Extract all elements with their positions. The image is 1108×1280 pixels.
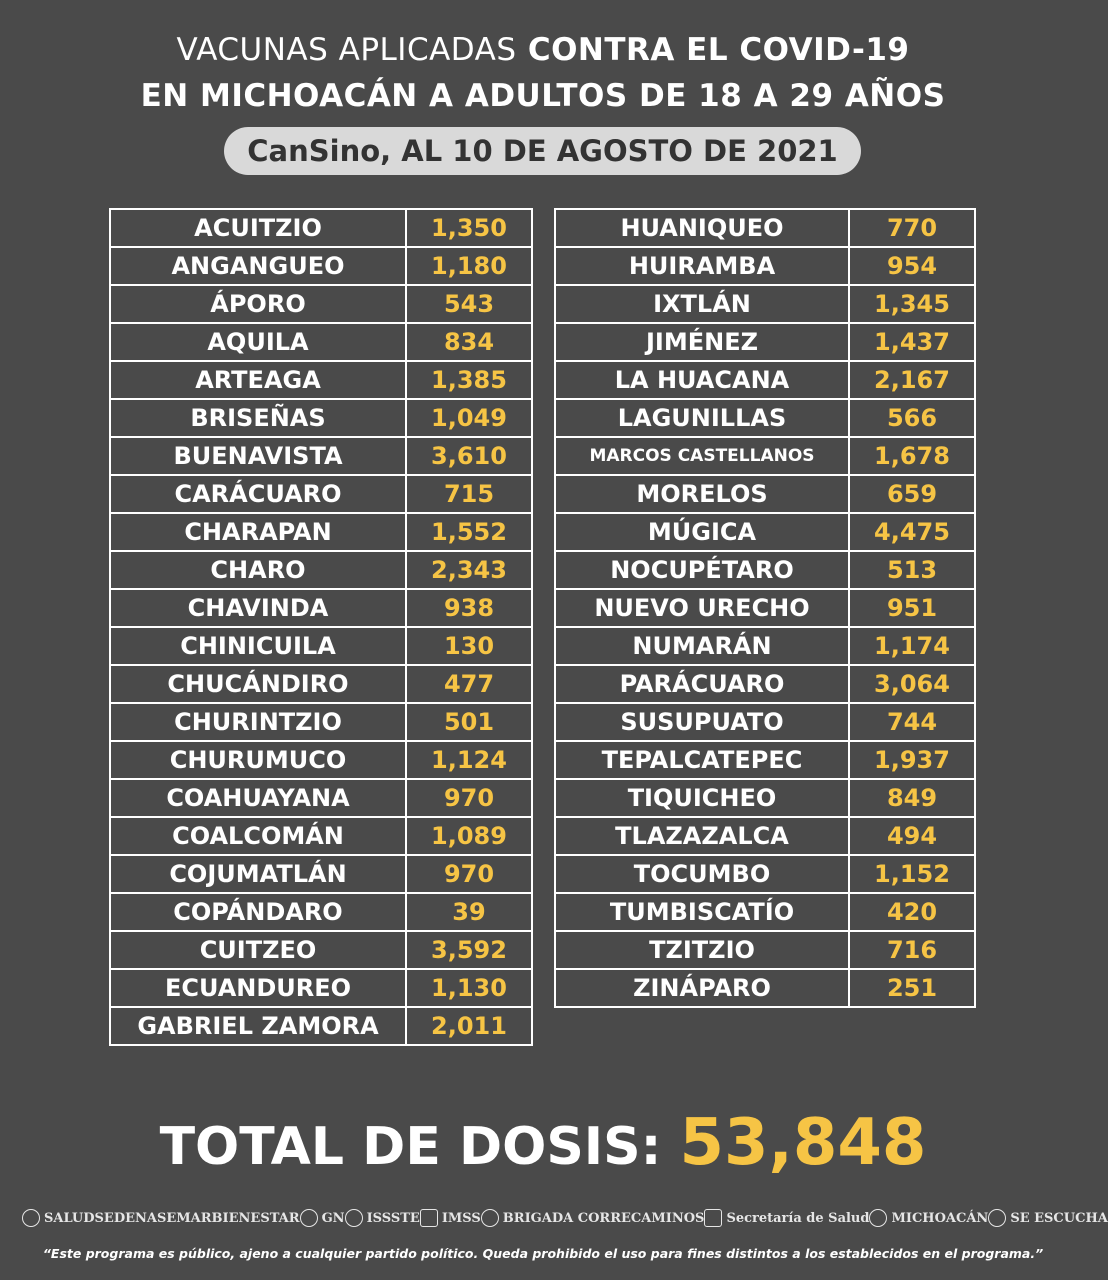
dose-count: 1,180 xyxy=(406,247,532,285)
logo-michoacan xyxy=(869,1209,988,1227)
municipality-name: BUENAVISTA xyxy=(110,437,406,475)
table-row xyxy=(555,361,975,399)
logo-semar-text: SEMAR xyxy=(156,1210,212,1226)
table-row xyxy=(110,437,532,475)
dose-count: 420 xyxy=(849,893,975,931)
municipality-name: PARÁCUARO xyxy=(555,665,849,703)
table-row xyxy=(110,361,532,399)
dose-count: 130 xyxy=(406,627,532,665)
table-row xyxy=(555,475,975,513)
title-line-2: EN MICHOACÁN A ADULTOS DE 18 A 29 AÑOS xyxy=(140,78,946,114)
dose-count: 543 xyxy=(406,285,532,323)
disclaimer-text: “Este programa es público, ajeno a cualquier partido político. Queda prohibido el uso para fines distintos a los establecidos en el programa.” xyxy=(42,1246,1044,1261)
dose-count: 954 xyxy=(849,247,975,285)
title-light-text: VACUNAS APLICADAS xyxy=(176,32,517,68)
table-row xyxy=(110,665,532,703)
dose-count: 1,678 xyxy=(849,437,975,475)
municipality-name: JIMÉNEZ xyxy=(555,323,849,361)
municipality-name: TOCUMBO xyxy=(555,855,849,893)
logo-gn-text: GN xyxy=(321,1210,345,1226)
title-bold-text: CONTRA EL COVID-19 xyxy=(527,32,910,68)
table-row xyxy=(110,285,532,323)
table-row xyxy=(110,855,532,893)
table-row xyxy=(110,779,532,817)
dose-count: 834 xyxy=(406,323,532,361)
dose-count: 501 xyxy=(406,703,532,741)
municipality-name: NOCUPÉTARO xyxy=(555,551,849,589)
logo-se-escucha-text: SE ESCUCHA xyxy=(1010,1210,1108,1226)
municipality-name: BRISEÑAS xyxy=(110,399,406,437)
municipality-name: CHINICUILA xyxy=(110,627,406,665)
table-row xyxy=(110,551,532,589)
logo-secretaria-salud-text: Secretaría de Salud xyxy=(726,1210,870,1226)
logo-correcaminos xyxy=(481,1209,705,1227)
municipality-name: HUIRAMBA xyxy=(555,247,849,285)
table-row xyxy=(555,741,975,779)
municipality-name: COAHUAYANA xyxy=(110,779,406,817)
salud-emblem-icon xyxy=(22,1209,40,1227)
michoacan-flower-icon xyxy=(869,1209,887,1227)
table-row xyxy=(110,589,532,627)
dose-count: 1,385 xyxy=(406,361,532,399)
logo-imss-text: IMSS xyxy=(441,1210,481,1226)
municipality-name: CHUCÁNDIRO xyxy=(110,665,406,703)
municipality-name: LA HUACANA xyxy=(555,361,849,399)
table-row xyxy=(555,209,975,247)
logo-bienestar-text: BIENESTAR xyxy=(211,1210,300,1226)
table-row xyxy=(555,285,975,323)
table-row xyxy=(555,969,975,1007)
table-row xyxy=(110,969,532,1007)
table-row xyxy=(110,1007,532,1045)
sponsor-logos-bar xyxy=(22,1200,1108,1236)
dose-count: 1,552 xyxy=(406,513,532,551)
municipality-name: TLAZAZALCA xyxy=(555,817,849,855)
dose-count: 3,610 xyxy=(406,437,532,475)
logo-salud xyxy=(22,1209,95,1227)
dose-count: 716 xyxy=(849,931,975,969)
left-vaccination-table xyxy=(109,208,533,1046)
dose-count: 3,064 xyxy=(849,665,975,703)
dose-count: 477 xyxy=(406,665,532,703)
table-row xyxy=(110,703,532,741)
table-row xyxy=(555,551,975,589)
correcaminos-icon xyxy=(481,1209,499,1227)
table-row xyxy=(110,893,532,931)
municipality-name: ÁPORO xyxy=(110,285,406,323)
table-row xyxy=(555,589,975,627)
dose-count: 251 xyxy=(849,969,975,1007)
dose-count: 1,350 xyxy=(406,209,532,247)
municipality-name: NUEVO URECHO xyxy=(555,589,849,627)
dose-count: 1,437 xyxy=(849,323,975,361)
municipality-name: CHURINTZIO xyxy=(110,703,406,741)
dose-count: 1,345 xyxy=(849,285,975,323)
municipality-name: TZITZIO xyxy=(555,931,849,969)
dose-count: 1,152 xyxy=(849,855,975,893)
dose-count: 970 xyxy=(406,855,532,893)
logo-issste-text: ISSSTE xyxy=(366,1210,420,1226)
municipality-name: TIQUICHEO xyxy=(555,779,849,817)
dose-count: 715 xyxy=(406,475,532,513)
municipality-name: NUMARÁN xyxy=(555,627,849,665)
municipality-name: CHARAPAN xyxy=(110,513,406,551)
municipality-name: TEPALCATEPEC xyxy=(555,741,849,779)
table-row xyxy=(110,323,532,361)
table-row xyxy=(555,893,975,931)
logo-secretaria-salud xyxy=(704,1209,869,1227)
dose-count: 566 xyxy=(849,399,975,437)
table-row xyxy=(110,247,532,285)
logo-gn xyxy=(300,1209,345,1227)
logo-issste xyxy=(345,1209,420,1227)
dose-count: 938 xyxy=(406,589,532,627)
logo-se-escucha xyxy=(988,1209,1108,1227)
guardia-nacional-emblem-icon xyxy=(300,1209,318,1227)
dose-count: 2,343 xyxy=(406,551,532,589)
municipality-name: AQUILA xyxy=(110,323,406,361)
table-row xyxy=(555,323,975,361)
imss-emblem-icon xyxy=(420,1209,438,1227)
table-row xyxy=(555,931,975,969)
dose-count: 2,167 xyxy=(849,361,975,399)
table-row xyxy=(110,627,532,665)
table-row xyxy=(555,779,975,817)
municipality-name: CHARO xyxy=(110,551,406,589)
dose-count: 494 xyxy=(849,817,975,855)
municipality-name: COPÁNDARO xyxy=(110,893,406,931)
logo-imss xyxy=(420,1209,481,1227)
dose-count: 1,937 xyxy=(849,741,975,779)
table-row xyxy=(110,741,532,779)
municipality-name: ANGANGUEO xyxy=(110,247,406,285)
table-row xyxy=(110,475,532,513)
municipality-name: MÚGICA xyxy=(555,513,849,551)
municipality-name: ZINÁPARO xyxy=(555,969,849,1007)
dose-count: 951 xyxy=(849,589,975,627)
municipality-name: COALCOMÁN xyxy=(110,817,406,855)
logo-sedena xyxy=(95,1211,157,1226)
municipality-name: COJUMATLÁN xyxy=(110,855,406,893)
municipality-name: CUITZEO xyxy=(110,931,406,969)
table-row xyxy=(555,665,975,703)
municipality-name: TUMBISCATÍO xyxy=(555,893,849,931)
dose-count: 1,049 xyxy=(406,399,532,437)
municipality-name: CARÁCUARO xyxy=(110,475,406,513)
right-vaccination-table xyxy=(554,208,976,1008)
table-row xyxy=(110,931,532,969)
logo-michoacan-text: MICHOACÁN xyxy=(891,1210,989,1226)
table-row xyxy=(110,399,532,437)
municipality-name: HUANIQUEO xyxy=(555,209,849,247)
municipality-name: CHAVINDA xyxy=(110,589,406,627)
table-row xyxy=(555,855,975,893)
dose-count: 770 xyxy=(849,209,975,247)
michoacan-salud-icon xyxy=(704,1209,722,1227)
table-row xyxy=(110,513,532,551)
logo-bienestar xyxy=(212,1211,300,1226)
table-row xyxy=(555,437,975,475)
issste-emblem-icon xyxy=(345,1209,363,1227)
dose-count: 2,011 xyxy=(406,1007,532,1045)
radio-waves-icon xyxy=(988,1209,1006,1227)
dose-count: 39 xyxy=(406,893,532,931)
dose-count: 1,089 xyxy=(406,817,532,855)
table-row xyxy=(555,627,975,665)
table-row xyxy=(555,247,975,285)
municipality-name: IXTLÁN xyxy=(555,285,849,323)
total-value: 53,848 xyxy=(679,1106,927,1180)
logo-semar xyxy=(157,1211,212,1226)
total-label: TOTAL DE DOSIS: xyxy=(159,1117,662,1177)
dose-count: 659 xyxy=(849,475,975,513)
table-row xyxy=(555,703,975,741)
logo-sedena-text: SEDENA xyxy=(94,1210,157,1226)
table-row xyxy=(555,399,975,437)
logo-correcaminos-text: BRIGADA CORRECAMINOS xyxy=(502,1210,705,1226)
title-line-1 xyxy=(0,30,1086,70)
municipality-name: MARCOS CASTELLANOS xyxy=(555,437,849,475)
municipality-name: GABRIEL ZAMORA xyxy=(110,1007,406,1045)
municipality-name: ECUANDUREO xyxy=(110,969,406,1007)
table-row xyxy=(555,817,975,855)
municipality-name: MORELOS xyxy=(555,475,849,513)
table-row xyxy=(110,209,532,247)
total-doses xyxy=(0,1108,1086,1182)
table-row xyxy=(555,513,975,551)
municipality-name: LAGUNILLAS xyxy=(555,399,849,437)
municipality-name: ACUITZIO xyxy=(110,209,406,247)
dose-count: 1,130 xyxy=(406,969,532,1007)
dose-count: 4,475 xyxy=(849,513,975,551)
dose-count: 513 xyxy=(849,551,975,589)
subtitle-pill: CanSino, AL 10 DE AGOSTO DE 2021 xyxy=(224,127,861,175)
dose-count: 849 xyxy=(849,779,975,817)
dose-count: 1,174 xyxy=(849,627,975,665)
municipality-name: ARTEAGA xyxy=(110,361,406,399)
municipality-name: SUSUPUATO xyxy=(555,703,849,741)
table-row xyxy=(110,817,532,855)
dose-count: 970 xyxy=(406,779,532,817)
dose-count: 744 xyxy=(849,703,975,741)
logo-salud-text: SALUD xyxy=(44,1210,95,1226)
dose-count: 1,124 xyxy=(406,741,532,779)
dose-count: 3,592 xyxy=(406,931,532,969)
municipality-name: CHURUMUCO xyxy=(110,741,406,779)
